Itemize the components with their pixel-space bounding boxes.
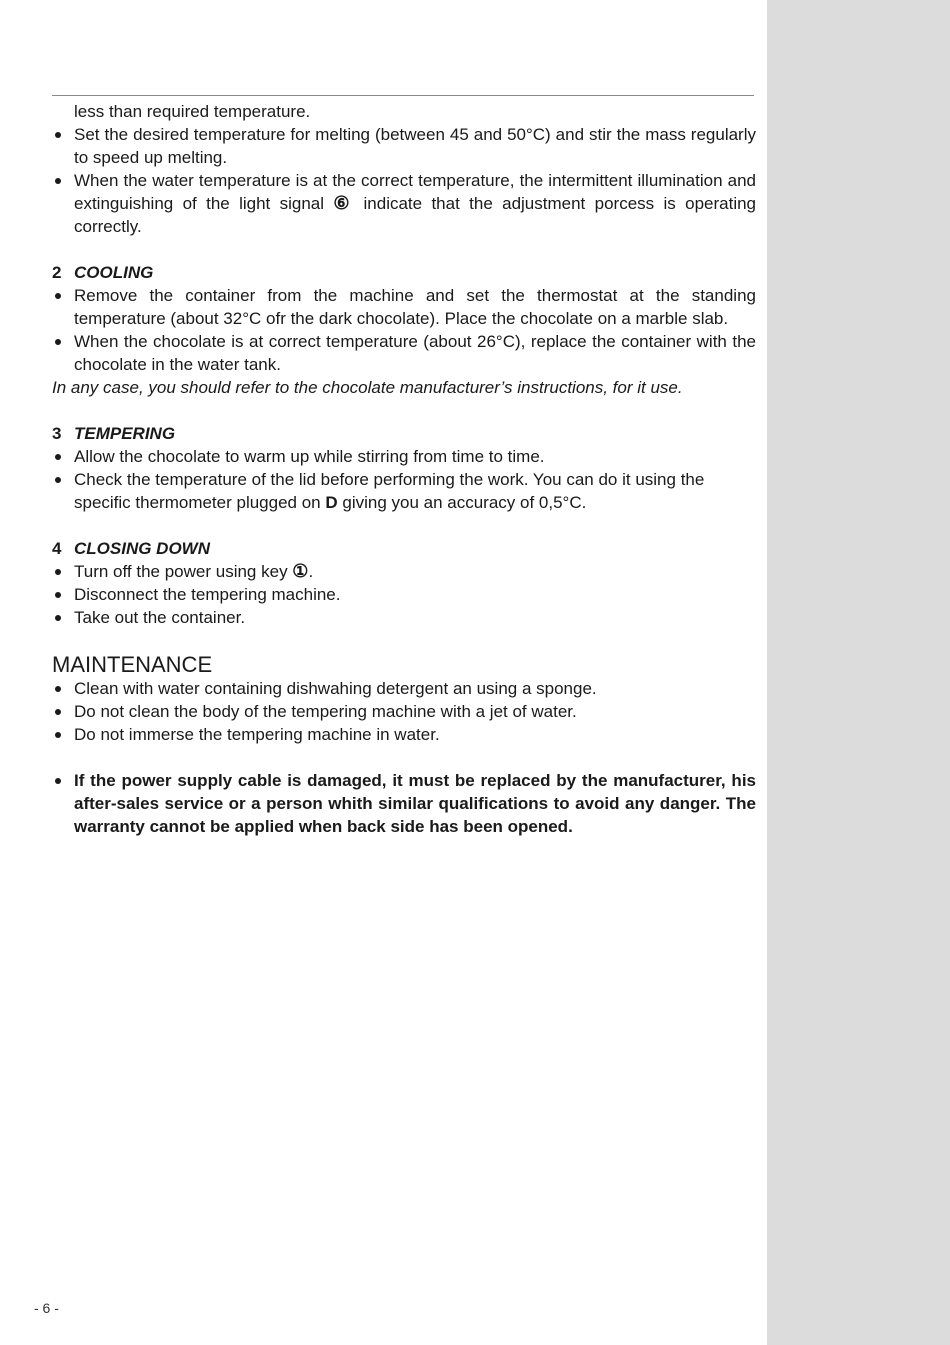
- list-item-thermometer: [52, 468, 756, 514]
- page-side-band: [767, 0, 950, 1345]
- power-text-end: .: [308, 562, 314, 581]
- list-item-light-signal: [52, 169, 756, 238]
- list-item: Allow the chocolate to warm up while stirring from time to time.: [52, 445, 756, 468]
- closing-list: [52, 560, 756, 629]
- socket-d-label: D: [325, 493, 338, 512]
- manual-page-content: [52, 100, 756, 838]
- list-item: Remove the container from the machine and set the thermostat at the standing temperature (about 32°C ofr the dark chocolate). Place the chocolate on a marble slab.: [52, 284, 756, 330]
- list-item: Do not clean the body of the tempering machine with a jet of water.: [52, 700, 756, 723]
- section-title: CLOSING DOWN: [74, 539, 210, 558]
- tempering-list: [52, 445, 756, 514]
- section-number: 4: [52, 539, 62, 558]
- list-item: Disconnect the tempering machine.: [52, 583, 756, 606]
- thermometer-text-start: Check the temperature of the lid before performing the work. You can do it using the specific thermometer plugged on: [74, 470, 705, 512]
- section-number: 2: [52, 263, 62, 282]
- manufacturer-note: In any case, you should refer to the chocolate manufacturer’s instructions, for it use.: [52, 378, 683, 397]
- power-cable-warning: If the power supply cable is damaged, it must be replaced by the manufacturer, his after-sales service or a person whith similar qualifications to avoid any danger. The warranty cannot be applied when back side has been opened.: [52, 769, 756, 838]
- section-heading-tempering: [52, 422, 756, 445]
- list-item: Set the desired temperature for melting (between 45 and 50°C) and stir the mass regularly to speed up melting.: [52, 123, 756, 169]
- section-heading-cooling: [52, 261, 756, 284]
- list-item: Take out the container.: [52, 606, 756, 629]
- power-key-1-icon: ①: [292, 561, 309, 581]
- maintenance-list: [52, 677, 756, 746]
- cooling-list: [52, 284, 756, 376]
- section-number: 3: [52, 424, 62, 443]
- section-heading-closing: [52, 537, 756, 560]
- section-title: TEMPERING: [74, 424, 176, 443]
- list-item: Do not immerse the tempering machine in water.: [52, 723, 756, 746]
- light-signal-6-icon: ⑥: [333, 193, 355, 213]
- list-item: Clean with water containing dishwahing detergent an using a sponge.: [52, 677, 756, 700]
- page-number: - 6 -: [34, 1300, 59, 1316]
- maintenance-heading: MAINTENANCE: [52, 652, 213, 677]
- continued-text: less than required temperature.: [74, 102, 311, 121]
- list-item-power-key: [52, 560, 756, 583]
- intro-list: [52, 123, 756, 238]
- list-item: When the chocolate is at correct temperature (about 26°C), replace the container with the chocolate in the water tank.: [52, 330, 756, 376]
- power-text-start: Turn off the power using key: [74, 562, 293, 581]
- thermometer-text-end: giving you an accuracy of 0,5°C.: [337, 493, 587, 512]
- section-title: COOLING: [74, 263, 154, 282]
- signal-text-start: When the water temperature is at the correct temperature, the intermittent illumination and extinguishing of the light signal: [74, 171, 756, 213]
- signal-text-end: indicate that the adjustment porcess is operating correctly.: [74, 194, 757, 236]
- warning-list: [52, 769, 756, 838]
- header-rule: [52, 95, 754, 96]
